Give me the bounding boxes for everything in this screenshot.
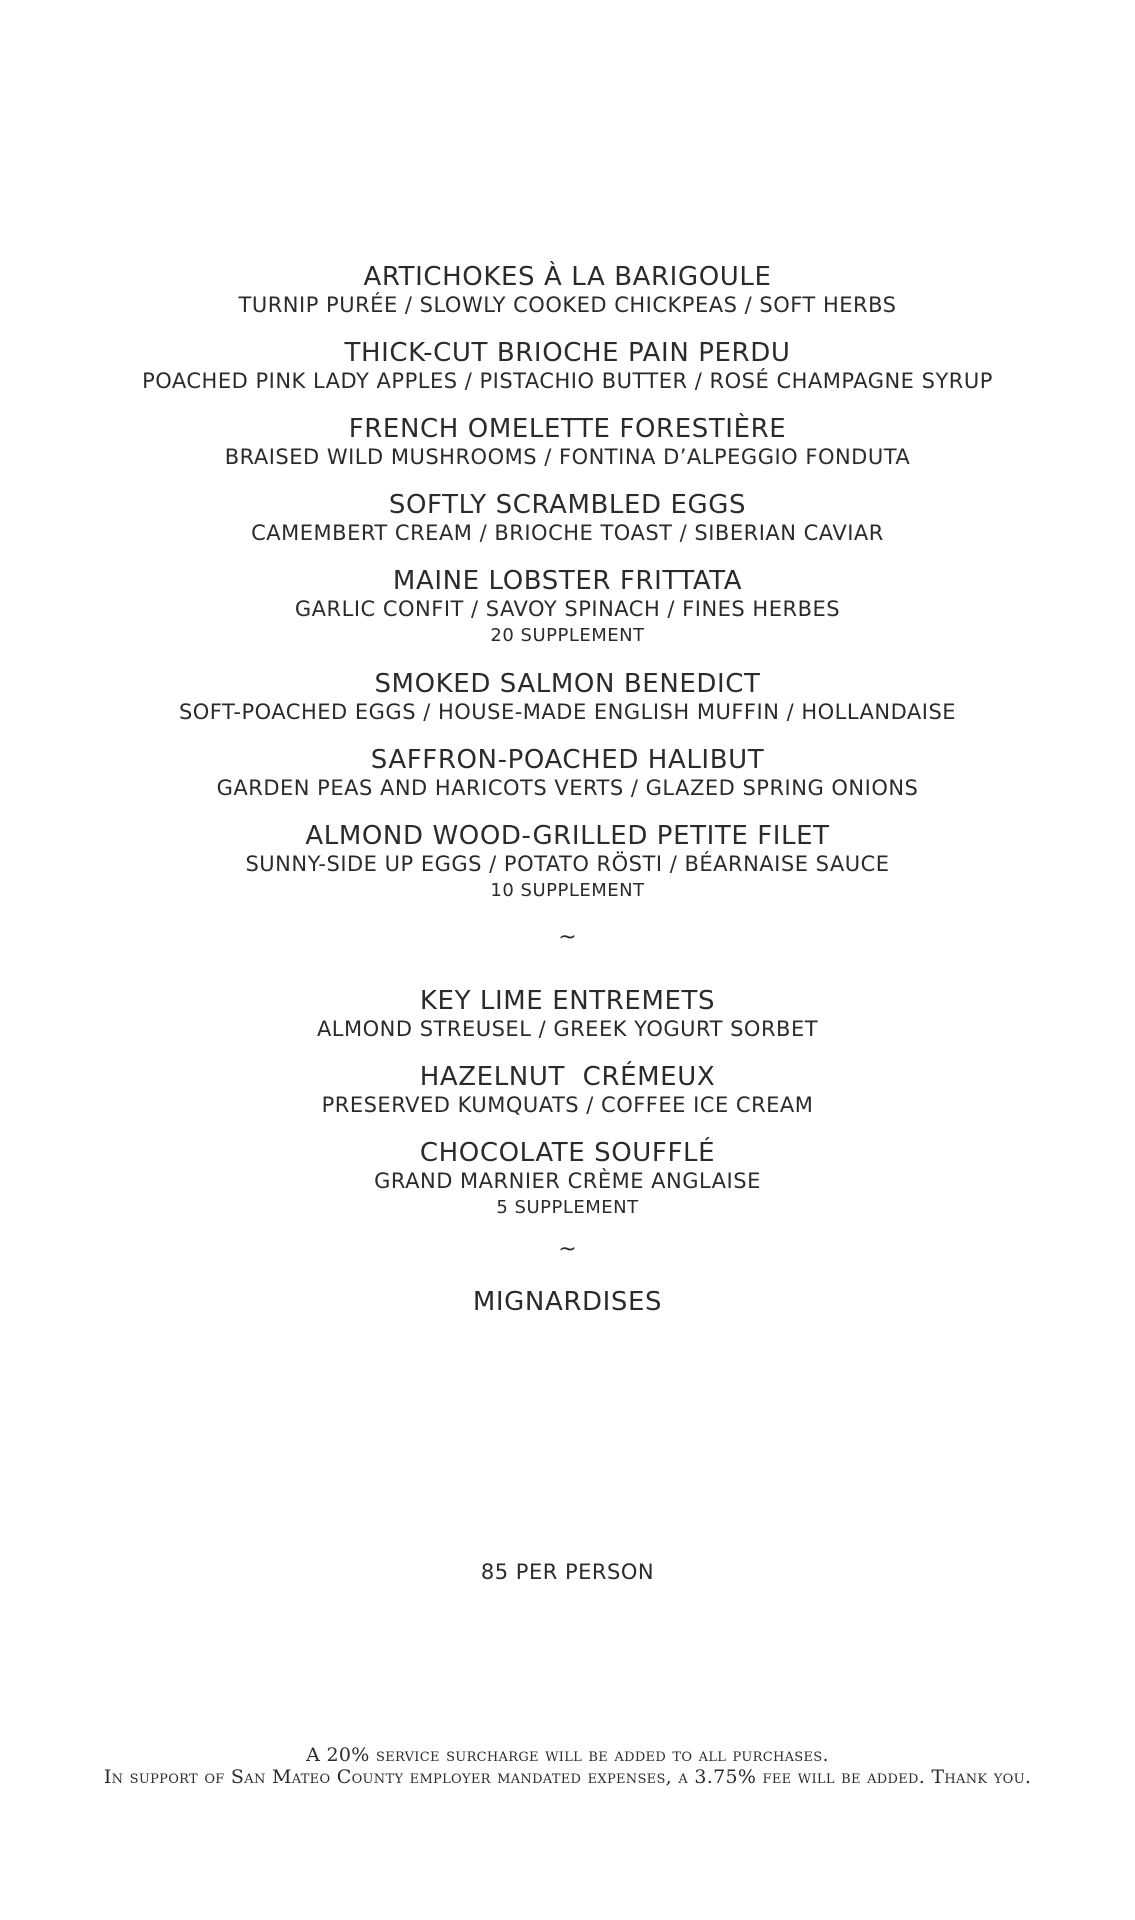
dish-supplement: 20 SUPPLEMENT (490, 625, 645, 646)
menu-item (0, 414, 1135, 470)
price-per-person: 85 PER PERSON (480, 1560, 655, 1584)
dessert-item (0, 1062, 1135, 1118)
dish-description: POACHED PINK LADY APPLES / PISTACHIO BUTTER / ROSÉ CHAMPAGNE SYRUP (142, 369, 993, 393)
dish-description: GARLIC CONFIT / SAVOY SPINACH / FINES HERBES (294, 597, 841, 621)
dish-description: SUNNY-SIDE UP EGGS / POTATO RÖSTI / BÉARNAISE SAUCE (245, 852, 890, 876)
menu-item (0, 566, 1135, 649)
dish-name: CHOCOLATE SOUFFLÉ (419, 1138, 716, 1168)
menu-item (0, 669, 1135, 725)
course-separator: ~ (558, 1237, 577, 1262)
dish-name: THICK-CUT BRIOCHE PAIN PERDU (344, 338, 791, 368)
dessert-item (0, 1138, 1135, 1221)
menu-item (0, 262, 1135, 318)
menu-item (0, 338, 1135, 394)
dish-name: SAFFRON-POACHED HALIBUT (370, 745, 765, 775)
dessert-item (0, 986, 1135, 1042)
course-separator: ~ (558, 925, 577, 950)
footer-notice (0, 1744, 1135, 1788)
menu-body (0, 262, 1135, 1317)
dish-description: GRAND MARNIER CRÈME ANGLAISE (374, 1169, 761, 1193)
dish-description: CAMEMBERT CREAM / BRIOCHE TOAST / SIBERIAN CAVIAR (251, 521, 884, 545)
dish-supplement: 5 SUPPLEMENT (496, 1197, 639, 1218)
dish-description: PRESERVED KUMQUATS / COFFEE ICE CREAM (321, 1093, 814, 1117)
dish-name: ALMOND WOOD-GRILLED PETITE FILET (305, 821, 830, 851)
dish-name: KEY LIME ENTREMETS (419, 986, 716, 1016)
dish-name: MAINE LOBSTER FRITTATA (392, 566, 743, 596)
dish-description: ALMOND STREUSEL / GREEK YOGURT SORBET (316, 1017, 819, 1041)
menu-item (0, 745, 1135, 801)
dish-supplement: 10 SUPPLEMENT (490, 880, 645, 901)
dish-name: SMOKED SALMON BENEDICT (374, 669, 761, 699)
dish-name: SOFTLY SCRAMBLED EGGS (388, 490, 747, 520)
county-fee-note: In support of San Mateo County employer mandated expenses, a 3.75% fee will be added. Thank you. (103, 1766, 1032, 1788)
menu-item (0, 821, 1135, 904)
service-surcharge-note: A 20% service surcharge will be added to all purchases. (306, 1744, 829, 1766)
dish-description: TURNIP PURÉE / SLOWLY COOKED CHICKPEAS / SOFT HERBS (238, 293, 897, 317)
dish-description: GARDEN PEAS AND HARICOTS VERTS / GLAZED SPRING ONIONS (216, 776, 919, 800)
dish-name: HAZELNUT CRÉMEUX (419, 1062, 716, 1092)
dish-description: BRAISED WILD MUSHROOMS / FONTINA D’ALPEGGIO FONDUTA (224, 445, 911, 469)
dish-name: ARTICHOKES À LA BARIGOULE (363, 262, 772, 292)
final-course: MIGNARDISES (472, 1287, 663, 1317)
dish-description: SOFT-POACHED EGGS / HOUSE-MADE ENGLISH MUFFIN / HOLLANDAISE (178, 700, 957, 724)
dish-name: FRENCH OMELETTE FORESTIÈRE (348, 414, 787, 444)
menu-item (0, 490, 1135, 546)
